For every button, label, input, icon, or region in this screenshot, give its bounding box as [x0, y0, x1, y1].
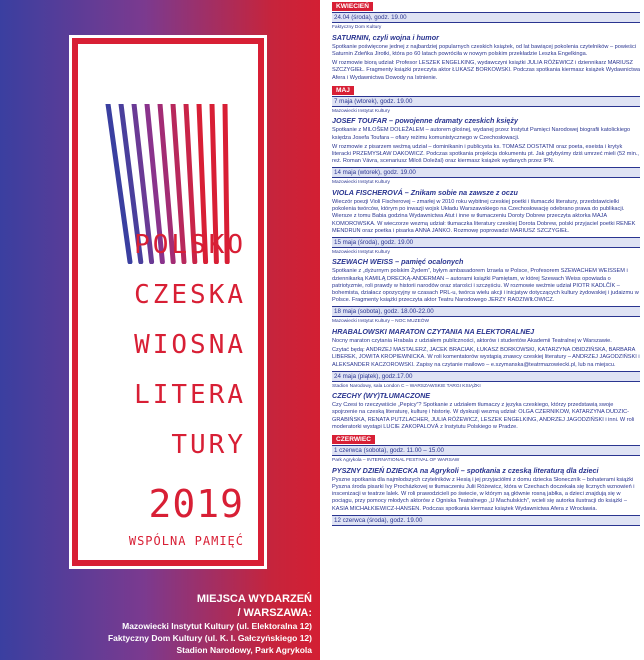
event-description: W rozmowie z pisarzem weźmą udział – dominikanin i publicysta ks. TOMASZ DOSTATNI oraz poeta, eseista i krytyk literacki PRZEMYSŁAW DAKOWICZ. Podczas spotkania projekcja dokumentu pt. Jak gdybyśmy dziś umrzeć mieli (52 min., reż. Roman Vávra, scenariusz Miloš Doležal) oraz kiermasz książek wydanych przez IPN.: [332, 143, 639, 165]
venues-block: [60, 592, 312, 656]
event-title: JOSEF TOUFAR – powojenne dramaty czeskich księży: [332, 116, 519, 126]
event-title: SATURNIN, czyli wojna i humor: [332, 32, 439, 42]
event-item: [332, 167, 640, 235]
event-date: 12 czerwca (środa), godz. 19.00: [332, 515, 640, 526]
event-date: 24 maja (piątek), godz.17.00: [332, 371, 640, 382]
venue-item: Faktyczny Dom Kultury (ul. K. I. Gałczyńskiego 12): [107, 633, 312, 643]
event-description: Pyszne spotkania dla najmłodszych czytelników z Hesią i jej przyjaciółmi z domu dziecka Słoneczník – bohaterami książki Pyszna środa pisarki Ivy Procházkovej w tłumaczeniu Julii Różewicz, która w Czechach doczekała się licznych wznowień i inscenizacji w teatrze lalek. W roli prawodzicieli po świecie, w którym są głównie rosną jabłka, a dzieci znajdują się w pociągu, przy pomocy młodych aktorów z Ogniska Teatralnego „U Machulskich”, wcieli się autorka ilustracji do książki – KASIA MICHAŁKIEWICZ-HANSEN. Podczas spotkania kiermasz książek Wydawnictwa Afera z Wrocławia.: [332, 476, 635, 512]
venues-title: [60, 592, 312, 620]
event-title: HRABALOWSKI MARATON CZYTANIA NA ELEKTORALNEJ: [332, 326, 535, 336]
program-column: [332, 0, 640, 660]
month-label: CZERWIEC: [332, 435, 375, 444]
event-date: 1 czerwca (sobota), godz. 11.00 – 15.00: [332, 445, 640, 456]
event-item: [332, 371, 640, 431]
event-date: 14 maja (wtorek), godz. 19.00: [332, 167, 640, 178]
event-date: 7 maja (wtorek), godz. 19.00: [332, 96, 640, 107]
event-item: [332, 237, 640, 305]
event-venue: Stadion Narodowy, sala London C – WARSZAWSKIE TARGI KSIĄŻKI: [332, 383, 481, 389]
venue-item: Mazowiecki Instytut Kultury (ul. Elektoralna 12): [122, 621, 312, 631]
event-date: 24.04 (środa), godz. 19.00: [332, 12, 640, 23]
event-venue: Faktyczny Dom Kultury: [332, 25, 382, 31]
event-title: SZEWACH WEISS – pamięć ocalonych: [332, 257, 464, 267]
event-description: Spotkanie poświęcone jednej z najbardziej popularnych czeskich książek, od lat bawiącej pokolenia czytelników – powieści Saturnin Zdeňka Jirotki, która po 60 latach powróciła w nowym polskim przekładzie Leszka Engelkinga.: [332, 43, 637, 57]
event-item: [332, 306, 640, 368]
poster-word-5: TURY: [171, 430, 246, 460]
event-title: VIOLA FISCHEROVÁ – Znikam sobie na zawsze z oczu: [332, 187, 518, 197]
venues-title-line-2: / WARSZAWA:: [237, 607, 312, 619]
venue-item: Stadion Narodowy, Park Agrykola: [176, 645, 312, 655]
event-item: [332, 445, 640, 513]
event-venue: Mazowiecki Instytut Kultury: [332, 108, 390, 114]
poster-word-3: WIOSNA: [134, 330, 246, 360]
month-label: MAJ: [332, 86, 354, 95]
event-venue: Mazowiecki Instytut Kultury: [332, 180, 390, 186]
event-venue: Mazowiecki Instytut Kultury – NOC MUZEÓW: [332, 319, 430, 325]
event-description: Czytać będą: ANDRZEJ MASTALERZ, JACEK BRACIAK, ŁUKASZ BORKOWSKI, KATARZYNA OBIDZIŃSKA, BARBARA LIBEREK, JOWITA KROPIEWNICKA. W roli komentatorów wystąpią znawcy czeskiej literatury – ANDRZEJ JAGODZIŃSKI i ALEKSANDER KACZOROWSKI. Zapisy na czytanie mailowo – e.szymanska@teatrmazowiecki.pl, lub na miejscu.: [332, 347, 640, 368]
event-venue: Mazowiecki Instytut Kultury: [332, 249, 390, 255]
poster-year: 2019: [148, 482, 244, 526]
event-description: Nocny maraton czytania Hrabala z udziałem publiczności, aktorów i studentów Akademii Teatralnej w Warszawie.: [332, 337, 612, 344]
venues-title-line-1: MIEJSCA WYDARZEŃ: [196, 593, 312, 605]
poster-word-4: LITERA: [134, 380, 246, 410]
event-description: Wieczór poezji Violi Fischerovej – zmarłej w 2010 roku wybitnej czeskiej poetki i tłumaczki literatury, przedstawicielki pokolenia twórców, którym po inwazji wojsk Układu Warszawskiego na Czechosłowację odebrano prawa do publikacji. Wiersze z tomu Babia godzina Wydawnictwa Atut i inne w tłumaczeniu Doroty Dobrew przeczyta aktorka MAJA KOMOROWSKA. W wieczorze wezmą udział: tłumaczka literatury czeskiej Dorota Dobrew, polski przyjaciel poetki RENEK MENDRUN oraz poetka i pisarka ANNA JANKO. Rozmowę poprowadzi MARIUSZ SZCZYGIEŁ.: [332, 198, 636, 234]
event-venue: Park Agrykola – INTERNATIONAL FESTIVAL OF WARSAW: [332, 458, 460, 464]
event-description: W rozmowie biorą udział: Profesor LESZEK ENGELKING, wydawczyni książki JULIA RÓŻEWICZ i dziennikarz MARIUSZ SZCZYGIEŁ. Fragmenty książki przeczyta aktor ŁUKASZ BORKOWSKI. Podczas spotkania kiermasz książek Wydawnictwa Afera i Wydawnictwa Dowody na Istnienie.: [332, 60, 640, 81]
event-title: PYSZNY DZIEŃ DZIECKA na Agrykoli – spotkania z czeską literaturą dla dzieci: [332, 465, 599, 475]
event-description: Spotkanie z MILOŠEM DOLEŽALEM – autorem głośnej, wydanej przez Instytut Pamięci Narodowej biografii katolickiego księdza Josefa Toufara – ofiary reżimu komunistycznego w Czechosłowacji.: [332, 127, 631, 141]
event-date: 15 maja (środa), godz. 19.00: [332, 237, 640, 248]
poster-subtitle: WSPÓLNA PAMIĘĆ: [128, 534, 244, 548]
poster-card: [72, 38, 264, 566]
festival-poster: [0, 0, 320, 660]
poster-word-1: POLSKO: [134, 230, 246, 260]
poster-word-2: CZESKA: [134, 280, 246, 310]
event-item: [332, 96, 640, 166]
event-description: Spotkanie z „dyżurnym polskim Żydem”, byłym ambasadorem Izraela w Polsce, Profesorem SZEWACHEM WEISSEM i dziennikarką KAMILĄ DRECKĄ-ANDERMAN – autorami książki Pamiętam, w której Szewach Weiss opowiada o patriotyzmie, roli prawdy w historii narodów oraz starości i szczęściu. W rozmowie weźmie udział PIOTR KADLČÍK – bohemista, działacz opozycyjny w czasach PRL-u, twórca wielu akcji i inicjatyw dotyczących kultury żydowskiej i judaizmu w Polsce. Fragmenty książki przeczyta aktor Teatru Narodowego JERZY RADZIWIŁOWICZ.: [332, 268, 639, 304]
month-label: KWIECIEŃ: [332, 2, 373, 11]
event-item: [332, 515, 640, 526]
event-date: 18 maja (sobota), godz. 18.00-22.00: [332, 306, 640, 317]
event-description: Czy Czesi to rzeczywiście „Pepicy”? Spotkanie z udziałem tłumaczy z języka czeskiego, którzy przedstawią swoje spojrzenie na czeską literaturę, kulturę i historię. W dyskusji wezmą udział: OLGA CZERNIKOW, KATARZYNA DUDZIC-GRABIŃSKA, RENATA PUTZLACHER, JULIA RÓŻEWICZ, LESZEK ENGELKING, ANDRZEJ JAGODZIŃSKI i inni. W roli moderatorki wystąpi LUCIE ZAKOPALOVÁ z Instytutu Polskiego w Pradze.: [332, 402, 635, 430]
event-title: CZECHY (WY)TŁUMACZONE: [332, 391, 431, 401]
event-item: [332, 12, 640, 82]
